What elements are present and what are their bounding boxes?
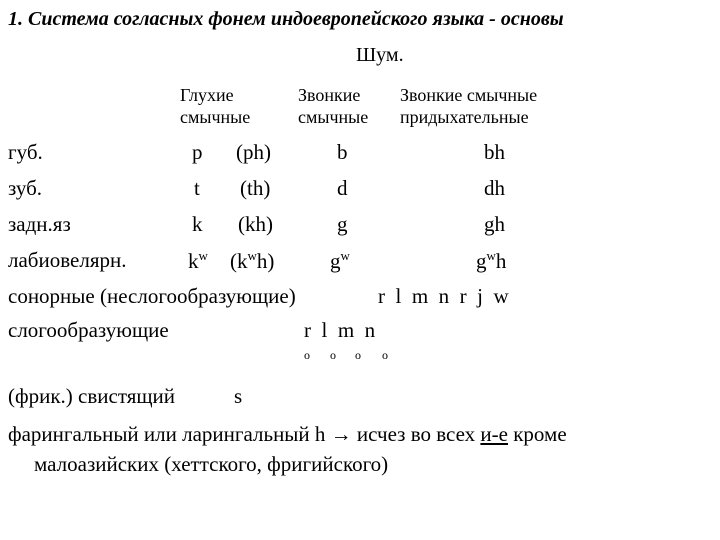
header-voiceless [180, 84, 250, 128]
syllabic-label: слогообразующие [8, 318, 169, 342]
page-title: 1. Система согласных фонем индоевропейского языка - основы [8, 8, 564, 30]
row-label-velar: задн.яз [8, 212, 71, 236]
syllabic-ring-2: o [330, 348, 336, 362]
cell-labiovelar-voiced: $g^w$ [330, 248, 350, 273]
cell-dental-voiced: d [337, 176, 348, 200]
cell-velar-voiced: g [337, 212, 348, 236]
cell-dental-voiceless-aspirated: (th) [240, 176, 271, 200]
cell-labial-voiceless: p [192, 140, 203, 164]
row-label-labiovelar: лабиовелярн. [8, 248, 127, 272]
header-voiced-line2: смычные [298, 107, 369, 127]
cell-velar-voiceless-aspirated: (kh) [238, 212, 273, 236]
header-voiceless-line1: Глухие [180, 85, 234, 105]
cell-labiovelar-voiced-aspirated: $g^wh$ [476, 248, 507, 273]
cell-labiovelar-voiceless: $k^w$ [188, 248, 208, 273]
pharyngeal-line1: фарингальный или ларингальный h → исчез во всех и-е кроме [8, 422, 567, 446]
cell-labial-voiced: b [337, 140, 348, 164]
header-aspirated-line1: Звонкие смычные [400, 85, 538, 105]
pharyngeal-line2: малоазийских (хеттского, фригийского) [34, 452, 389, 476]
syllabic-ring-4: o [382, 348, 388, 362]
sonorant-label: сонорные (неслогообразующие) [8, 284, 296, 308]
ie-abbreviation: и-е [480, 422, 508, 446]
header-aspirated [400, 84, 537, 128]
sonorant-letters: r l m n r j w [378, 284, 509, 308]
header-voiced [298, 84, 368, 128]
syllabic-ring-1: o [304, 348, 310, 362]
row-label-dental: зуб. [8, 176, 43, 200]
header-voiceless-line2: смычные [180, 107, 251, 127]
cell-labial-voiceless-aspirated: (ph) [236, 140, 271, 164]
header-voiced-line1: Звонкие [298, 85, 361, 105]
cell-labial-voiced-aspirated: bh [484, 140, 505, 164]
cell-labiovelar-voiceless-aspirated: $(k^wh)$ [230, 248, 275, 273]
syllabic-ring-3: o [355, 348, 361, 362]
header-aspirated-line2: придыхательные [400, 107, 529, 127]
cell-velar-voiceless: k [192, 212, 203, 236]
cell-dental-voiced-aspirated: dh [484, 176, 505, 200]
syllabic-letters: r l m n [304, 318, 376, 342]
noise-heading: Шум. [356, 44, 404, 66]
cell-dental-voiceless: t [194, 176, 200, 200]
fricative-value: s [234, 384, 243, 408]
row-label-labial: губ. [8, 140, 43, 164]
cell-velar-voiced-aspirated: gh [484, 212, 505, 236]
fricative-label: (фрик.) свистящий [8, 384, 176, 408]
